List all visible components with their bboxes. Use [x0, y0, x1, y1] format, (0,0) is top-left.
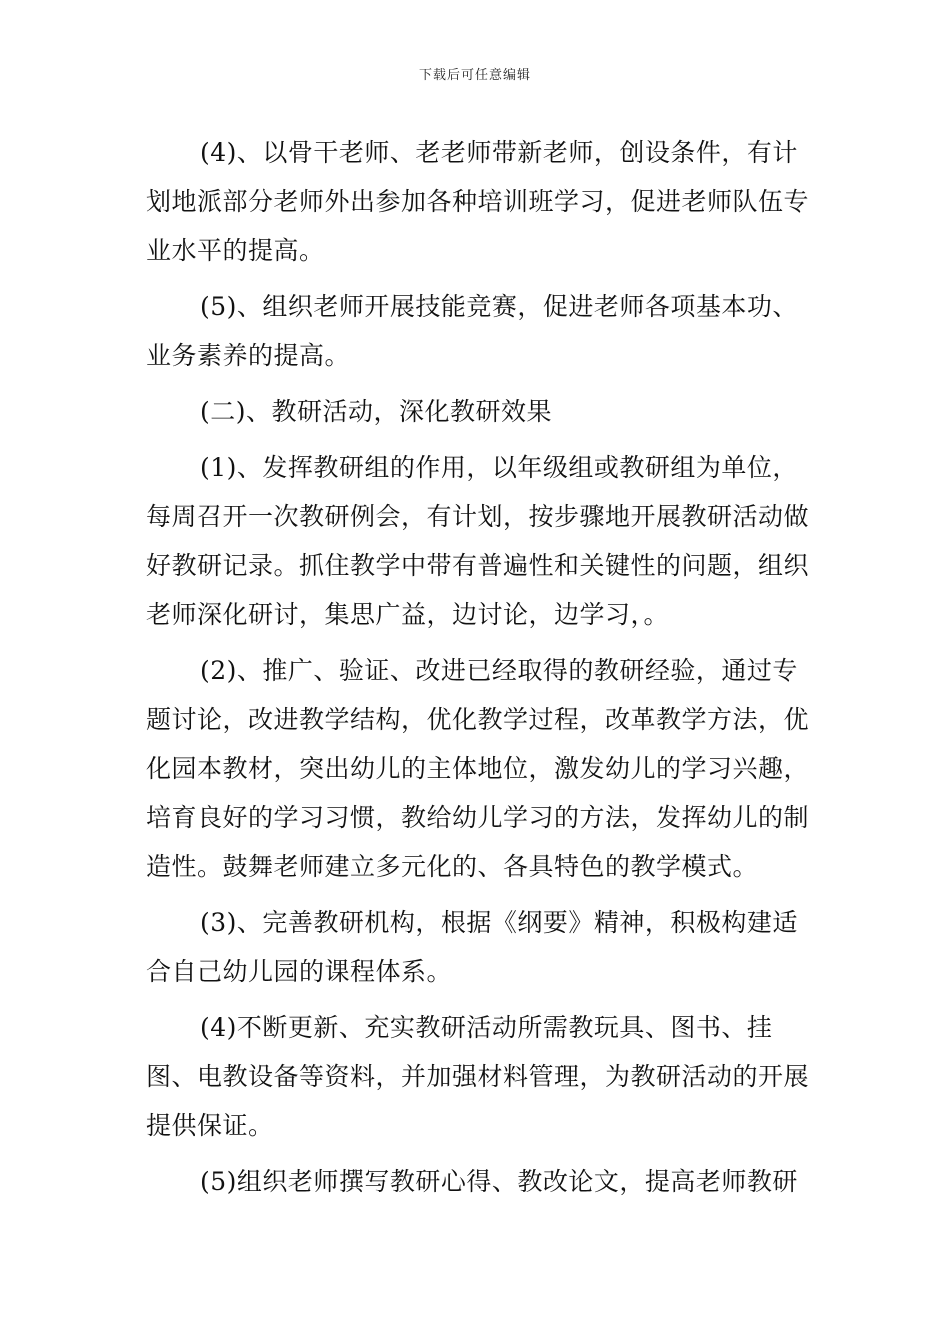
paragraph-5-skills-competition: (5)、组织老师开展技能竞赛，促进老师各项基本功、业务素养的提高。 — [146, 292, 798, 370]
paragraph-1-research-group: (1)、发挥教研组的作用，以年级组或教研组为单位，每周召开一次教研例会，有计划，按步骤地开展教研活动做好教研记录。抓住教学中带有普遍性和关键性的问题，组织老师深化研讨，集思广益，边讨论，边学习，。 — [146, 453, 810, 629]
header-note: 下载后可任意编辑 — [418, 68, 531, 83]
section-heading-teaching-research: (二)、教研活动，深化教研效果 — [200, 397, 553, 426]
document-body — [146, 128, 810, 1213]
paragraph-2-research-experience: (2)、推广、验证、改进已经取得的教研经验，通过专题讨论，改进教学结构，优化教学过程，改革教学方法，优化园本教材，突出幼儿的主体地位，激发幼儿的学习兴趣，培育良好的学习习惯，教给幼儿学习的方法，发挥幼儿的制造性。鼓舞老师建立多元化的、各具特色的教学模式。 — [146, 656, 810, 881]
paragraph-5-research-papers: (5)组织老师撰写教研心得、教改论文，提高老师教研 — [200, 1167, 798, 1196]
paragraph-4-materials-update: (4)不断更新、充实教研活动所需教玩具、图书、挂图、电教设备等资料，并加强材料管理，为教研活动的开展提供保证。 — [146, 1013, 810, 1140]
paragraph-4-backbone-teachers: (4)、以骨干老师、老老师带新老师，创设条件，有计划地派部分老师外出参加各种培训班学习，促进老师队伍专业水平的提高。 — [146, 138, 810, 265]
paragraph-3-research-institution: (3)、完善教研机构，根据《纲要》精神，积极构建适合自己幼儿园的课程体系。 — [146, 908, 798, 986]
